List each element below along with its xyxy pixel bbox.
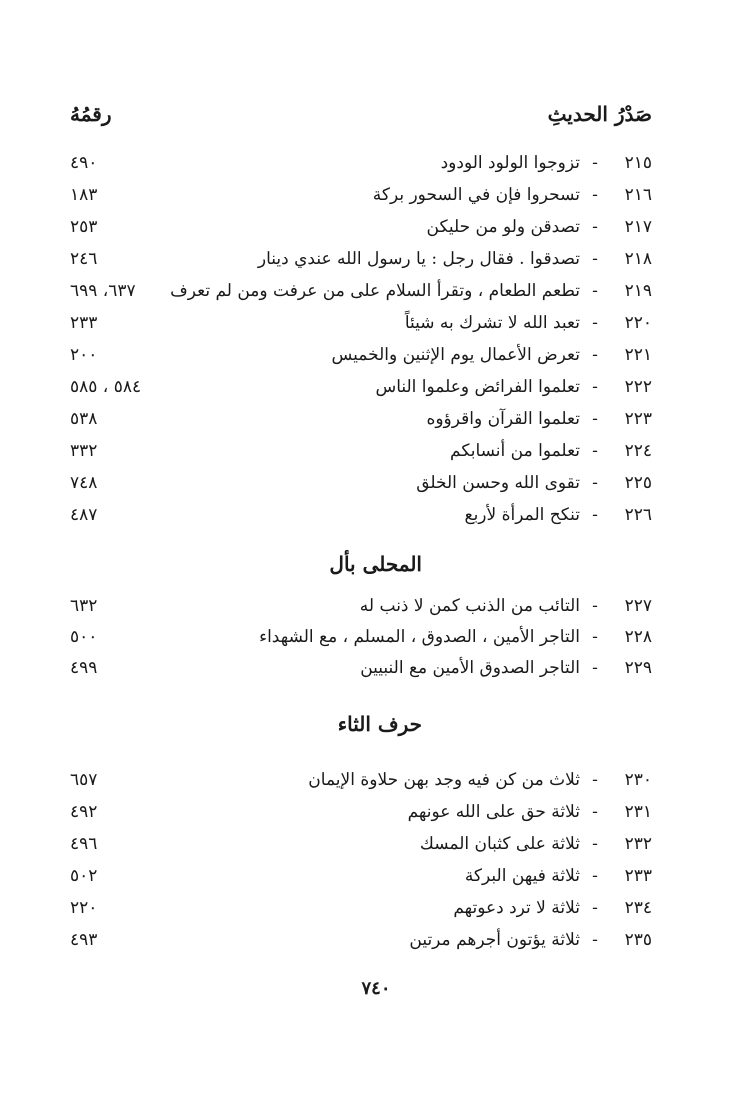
list-item xyxy=(70,340,652,370)
entry-reference: ٤٩٩ xyxy=(70,658,98,678)
entry-reference: ٤٩٦ xyxy=(70,834,98,854)
entry-text: تقوى الله وحسن الخلق xyxy=(416,473,580,493)
list-item xyxy=(70,212,652,242)
entry-text: ثلاثة على كثبان المسك xyxy=(419,834,580,854)
entry-dash: - xyxy=(592,409,598,429)
entry-dash: - xyxy=(592,377,598,397)
list-item xyxy=(70,500,652,530)
page-number: ٧٤٠ xyxy=(361,978,391,999)
entry-text: تعلموا القرآن واقرؤوه xyxy=(426,409,580,429)
section-title-al: المحلى بأل xyxy=(329,552,422,576)
entry-number: ٢٣١ xyxy=(624,802,652,822)
entry-reference: ٥٣٨ xyxy=(70,409,98,429)
entry-number: ٢١٥ xyxy=(624,153,652,173)
entry-text: تطعم الطعام ، وتقرأ السلام على من عرفت ومن لم تعرف xyxy=(170,281,580,301)
entry-number: ٢٢٢ xyxy=(624,377,652,397)
list-item xyxy=(70,308,652,338)
entry-dash: - xyxy=(592,153,598,173)
list-item xyxy=(70,276,652,306)
entry-number: ٢٢٥ xyxy=(624,473,652,493)
entry-dash: - xyxy=(592,345,598,365)
entry-dash: - xyxy=(592,770,598,790)
entry-reference: ١٨٣ xyxy=(70,185,98,205)
entry-dash: - xyxy=(592,802,598,822)
entry-number: ٢٣٣ xyxy=(624,866,652,886)
entry-text: تسحروا فإن في السحور بركة xyxy=(372,185,580,205)
entry-text: تعبد الله لا تشرك به شيئاً xyxy=(404,313,580,333)
list-item xyxy=(70,468,652,498)
entry-dash: - xyxy=(592,505,598,525)
entry-reference: ٥٠٠ xyxy=(70,627,98,647)
entry-text: تصدقوا . فقال رجل : يا رسول الله عندي دينار xyxy=(257,249,580,269)
entry-reference: ٢٥٣ xyxy=(70,217,98,237)
entry-number: ٢٣٠ xyxy=(624,770,652,790)
entry-number: ٢٣٢ xyxy=(624,834,652,854)
list-item xyxy=(70,925,652,955)
entry-number: ٢٢٣ xyxy=(624,409,652,429)
entry-number: ٢٢٦ xyxy=(624,505,652,525)
entry-reference: ٢٤٦ xyxy=(70,249,98,269)
entry-dash: - xyxy=(592,627,598,647)
entry-dash: - xyxy=(592,930,598,950)
entry-text: تعلموا الفرائض وعلموا الناس xyxy=(375,377,580,397)
entry-number: ٢١٧ xyxy=(624,217,652,237)
entry-dash: - xyxy=(592,834,598,854)
list-item xyxy=(70,861,652,891)
entry-number: ٢٢١ xyxy=(624,345,652,365)
header-number: رقمُهُ xyxy=(70,102,112,126)
entry-dash: - xyxy=(592,441,598,461)
entry-text: التاجر الصدوق الأمين مع النبيين xyxy=(360,658,580,678)
entry-dash: - xyxy=(592,281,598,301)
entry-dash: - xyxy=(592,249,598,269)
entry-text: ثلاث من كن فيه وجد بهن حلاوة الإيمان xyxy=(308,770,580,790)
list-item xyxy=(70,622,652,652)
entry-text: التائب من الذنب كمن لا ذنب له xyxy=(359,596,580,616)
entry-text: ثلاثة حق على الله عونهم xyxy=(407,802,580,822)
entry-dash: - xyxy=(592,313,598,333)
entry-number: ٢٢٠ xyxy=(624,313,652,333)
entry-reference: ٦٣٢ xyxy=(70,596,98,616)
entry-number: ٢١٩ xyxy=(624,281,652,301)
entry-reference: ٦٣٧، ٦٩٩ xyxy=(70,281,136,301)
list-item xyxy=(70,893,652,923)
list-item xyxy=(70,372,652,402)
entry-reference: ٥٨٤ ، ٥٨٥ xyxy=(70,377,142,397)
entry-number: ٢٢٧ xyxy=(624,596,652,616)
entry-text: ثلاثة لا ترد دعوتهم xyxy=(453,898,580,918)
entry-reference: ٦٥٧ xyxy=(70,770,98,790)
entry-text: التاجر الأمين ، الصدوق ، المسلم ، مع الشهداء xyxy=(259,627,580,647)
section-title-tha: حرف الثاء xyxy=(337,712,422,736)
entry-dash: - xyxy=(592,866,598,886)
entry-reference: ٢٣٣ xyxy=(70,313,98,333)
list-item xyxy=(70,829,652,859)
list-item xyxy=(70,180,652,210)
entry-reference: ٧٤٨ xyxy=(70,473,98,493)
entry-reference: ٤٩٠ xyxy=(70,153,98,173)
header-hadith-start: صَدْرُ الحديثِ xyxy=(547,102,652,126)
list-item xyxy=(70,653,652,683)
entry-dash: - xyxy=(592,898,598,918)
entry-text: تصدقن ولو من حليكن xyxy=(426,217,580,237)
table-header xyxy=(70,102,652,136)
entry-number: ٢٣٥ xyxy=(624,930,652,950)
entry-number: ٢٢٩ xyxy=(624,658,652,678)
entry-reference: ٥٠٢ xyxy=(70,866,98,886)
list-item xyxy=(70,436,652,466)
list-item xyxy=(70,148,652,178)
entry-dash: - xyxy=(592,473,598,493)
list-item xyxy=(70,404,652,434)
entry-dash: - xyxy=(592,596,598,616)
list-item xyxy=(70,797,652,827)
entry-reference: ٢٢٠ xyxy=(70,898,98,918)
entry-dash: - xyxy=(592,658,598,678)
entry-reference: ٤٩٣ xyxy=(70,930,98,950)
list-item xyxy=(70,244,652,274)
entry-text: تعرض الأعمال يوم الإثنين والخميس xyxy=(331,345,580,365)
entry-reference: ٣٣٢ xyxy=(70,441,98,461)
entry-dash: - xyxy=(592,217,598,237)
entry-number: ٢٣٤ xyxy=(624,898,652,918)
entry-dash: - xyxy=(592,185,598,205)
list-item xyxy=(70,591,652,621)
entry-reference: ٢٠٠ xyxy=(70,345,98,365)
entry-text: تزوجوا الولود الودود xyxy=(440,153,580,173)
entry-number: ٢٢٤ xyxy=(624,441,652,461)
entry-text: تنكح المرأة لأربع xyxy=(464,505,580,525)
entry-reference: ٤٨٧ xyxy=(70,505,98,525)
entry-number: ٢٢٨ xyxy=(624,627,652,647)
entry-text: تعلموا من أنسابكم xyxy=(450,441,580,461)
entry-reference: ٤٩٢ xyxy=(70,802,98,822)
entry-text: ثلاثة يؤتون أجرهم مرتين xyxy=(409,930,580,950)
entry-number: ٢١٦ xyxy=(624,185,652,205)
entry-text: ثلاثة فيهن البركة xyxy=(464,866,580,886)
entry-number: ٢١٨ xyxy=(624,249,652,269)
list-item xyxy=(70,765,652,795)
